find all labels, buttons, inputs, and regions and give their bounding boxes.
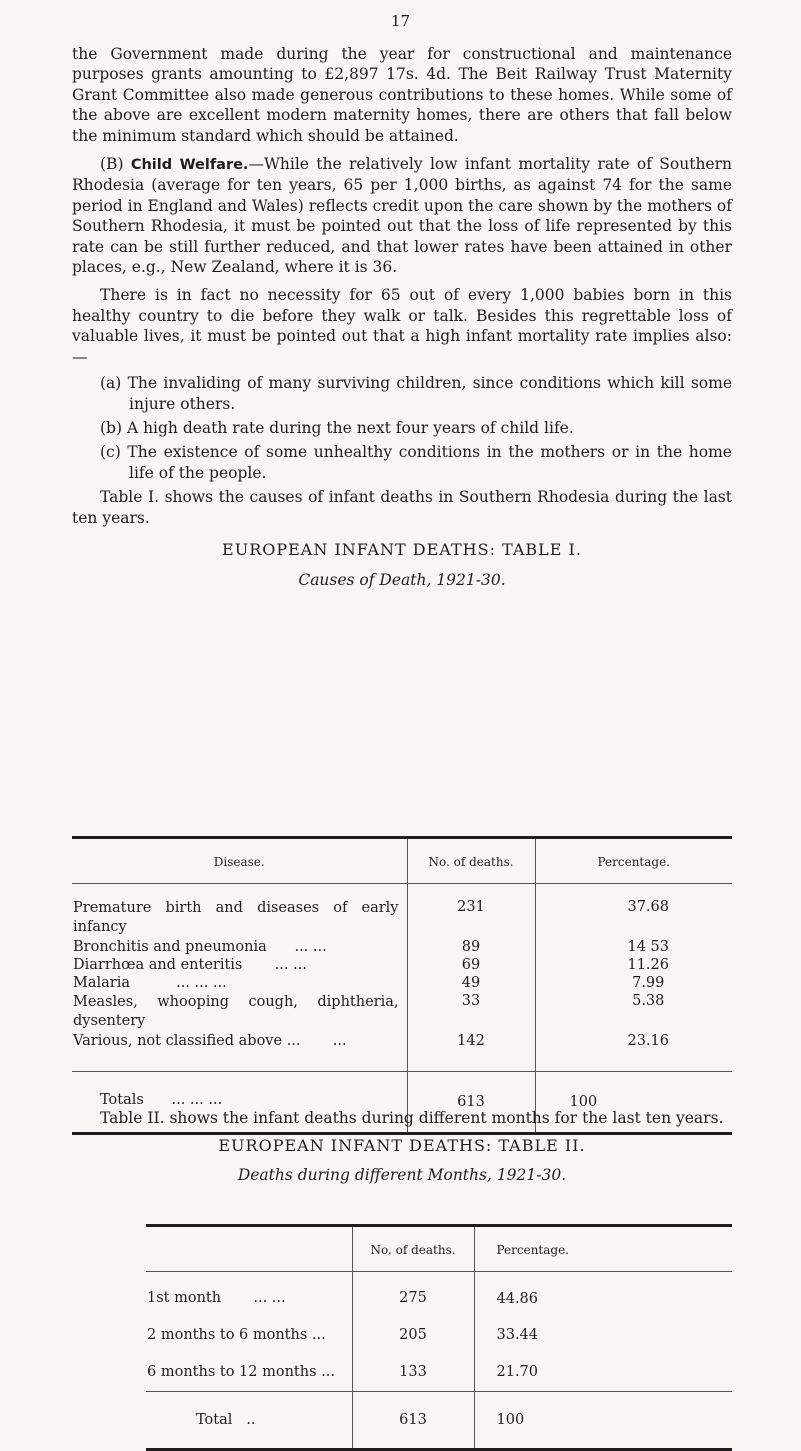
table1-percentage: 7.99 (535, 974, 732, 992)
table1-percentage: 11.26 (535, 956, 732, 974)
table1-header-row (72, 838, 732, 884)
table2-header-blank (146, 1226, 352, 1272)
table-row (72, 1032, 732, 1050)
table1-header-disease: Disease. (72, 838, 407, 884)
table1-cause: Measles, whooping cough, diphtheria, dysentery (73, 993, 399, 1029)
list-item-c: (c) The existence of some unhealthy conditions in the mothers or in the home life of the people. (100, 443, 732, 482)
leader-dots: .. (246, 1412, 256, 1428)
table1-title: EUROPEAN INFANT DEATHS: TABLE I. (222, 539, 582, 559)
table1-percentage: 37.68 (535, 898, 732, 938)
table-row (72, 992, 732, 1032)
table1-deaths: 231 (407, 898, 535, 938)
table2-total-deaths: 613 (352, 1392, 474, 1450)
table2-period: 2 months to 6 months ... (147, 1326, 326, 1343)
leader-dots: ... ... (274, 956, 307, 973)
table1-percentage: 23.16 (535, 1032, 732, 1050)
table1-cause (72, 956, 407, 974)
page-number: 17 (390, 12, 411, 30)
table2-header-percentage: Percentage. (474, 1226, 732, 1272)
table1-subtitle: Causes of Death, 1921-30. (298, 571, 506, 590)
table1-deaths: 33 (407, 992, 535, 1032)
paragraph-table1-intro: Table I. shows the causes of infant deaths in Southern Rhodesia during the last ten years. (72, 488, 732, 527)
list-item-b: (b) A high death rate during the next four years of child life. (100, 418, 574, 437)
table1-deaths: 142 (407, 1032, 535, 1050)
section-letter: (B) (100, 155, 131, 174)
table1-cause: Premature birth and diseases of early infancy (73, 899, 399, 935)
table1-cause-label: Various, not classified above ... (73, 1032, 301, 1049)
table1-cause (72, 974, 407, 992)
table2-percentage: 44.86 (474, 1272, 732, 1316)
table2-total-row (146, 1392, 732, 1450)
table2-percentage: 21.70 (474, 1354, 732, 1392)
leader-dots: ... ... (253, 1290, 286, 1307)
table2-total-label (146, 1392, 352, 1450)
table2-deaths: 275 (352, 1272, 474, 1316)
table1-deaths: 69 (407, 956, 535, 974)
table2-deaths: 205 (352, 1316, 474, 1354)
total-label: Totals (100, 1092, 144, 1108)
table-row (146, 1316, 732, 1354)
table-row (72, 974, 732, 992)
table1-cause (72, 1032, 407, 1050)
table-row (72, 956, 732, 974)
table2-header-deaths: No. of deaths. (352, 1226, 474, 1272)
table-row (72, 898, 732, 938)
table1-deaths: 89 (407, 938, 535, 956)
table2 (146, 1224, 732, 1451)
section-heading-child-welfare: Child Welfare. (130, 157, 249, 174)
table1-header-deaths: No. of deaths. (407, 838, 535, 884)
list-item-a: (a) The invaliding of many surviving children, since conditions which kill some injure others. (100, 374, 732, 413)
table-row (146, 1272, 732, 1316)
table1-cause (72, 938, 407, 956)
table1-percentage: 14 53 (535, 938, 732, 956)
leader-dots: ... (332, 1032, 347, 1049)
table1-cause-label: Malaria (73, 974, 130, 991)
table1-total-deaths: 613 (407, 1072, 535, 1134)
paragraph-maternity-grants: the Government made during the year for constructional and maintenance purposes grants amounting to £2,897 17s. 4d. The Beit Railway Trust Maternity Grant Committee also made generous contributions to these homes. While some of the above are excellent modern maternity homes, there are others that fall below the minimum standard which should be attained. (72, 45, 732, 145)
period-label: 1st month (147, 1290, 222, 1307)
table1 (72, 836, 732, 1135)
paragraph-child-welfare (72, 154, 732, 277)
leader-dots: ... ... (294, 938, 327, 955)
table1-deaths: 49 (407, 974, 535, 992)
paragraph-table2-intro: Table II. shows the infant deaths during different months for the last ten years. (100, 1109, 724, 1127)
table2-deaths: 133 (352, 1354, 474, 1392)
table-row (72, 938, 732, 956)
table2-total-percentage: 100 (474, 1392, 732, 1450)
table-row (146, 1354, 732, 1392)
body-text-bottom (72, 1108, 732, 1185)
table1-cause-label: Bronchitis and pneumonia (73, 938, 267, 955)
leader-dots: ... ... ... (171, 1092, 223, 1108)
child-welfare-text: —While the relatively low infant mortality rate of Southern Rhodesia (average for ten years, 65 per 1,000 births, as against 74 for the same period in England and Wales) reflects credit upon the care shown by the mothers of Southern Rhodesia, it must be pointed out that the loss of life represented by this rate can be still further reduced, and that lower rates have been attained in other places, e.g., New Zealand, where it is 36. (72, 155, 732, 277)
table2-title: EUROPEAN INFANT DEATHS: TABLE II. (218, 1136, 586, 1156)
paragraph-necessity: There is in fact no necessity for 65 out of every 1,000 babies born in this healthy country to die before they walk or talk. Besides this regrettable loss of valuable lives, it must be pointed out that a high infant mortality rate implies also:— (72, 286, 732, 366)
table2-subtitle: Deaths during different Months, 1921-30. (237, 1165, 567, 1184)
table1-cause-label: Diarrhœa and enteritis (73, 956, 243, 973)
table2-period: 6 months to 12 months ... (147, 1364, 335, 1381)
table1-total-percentage: 100 (535, 1072, 732, 1134)
table1-header-percentage: Percentage. (535, 838, 732, 884)
leader-dots: ... ... ... (176, 974, 227, 991)
table2-header-row (146, 1226, 732, 1272)
table2-period (146, 1272, 352, 1316)
table2-percentage: 33.44 (474, 1316, 732, 1354)
body-text-top (72, 44, 732, 591)
table1-percentage: 5.38 (535, 992, 732, 1032)
total-label: Total (196, 1412, 233, 1428)
